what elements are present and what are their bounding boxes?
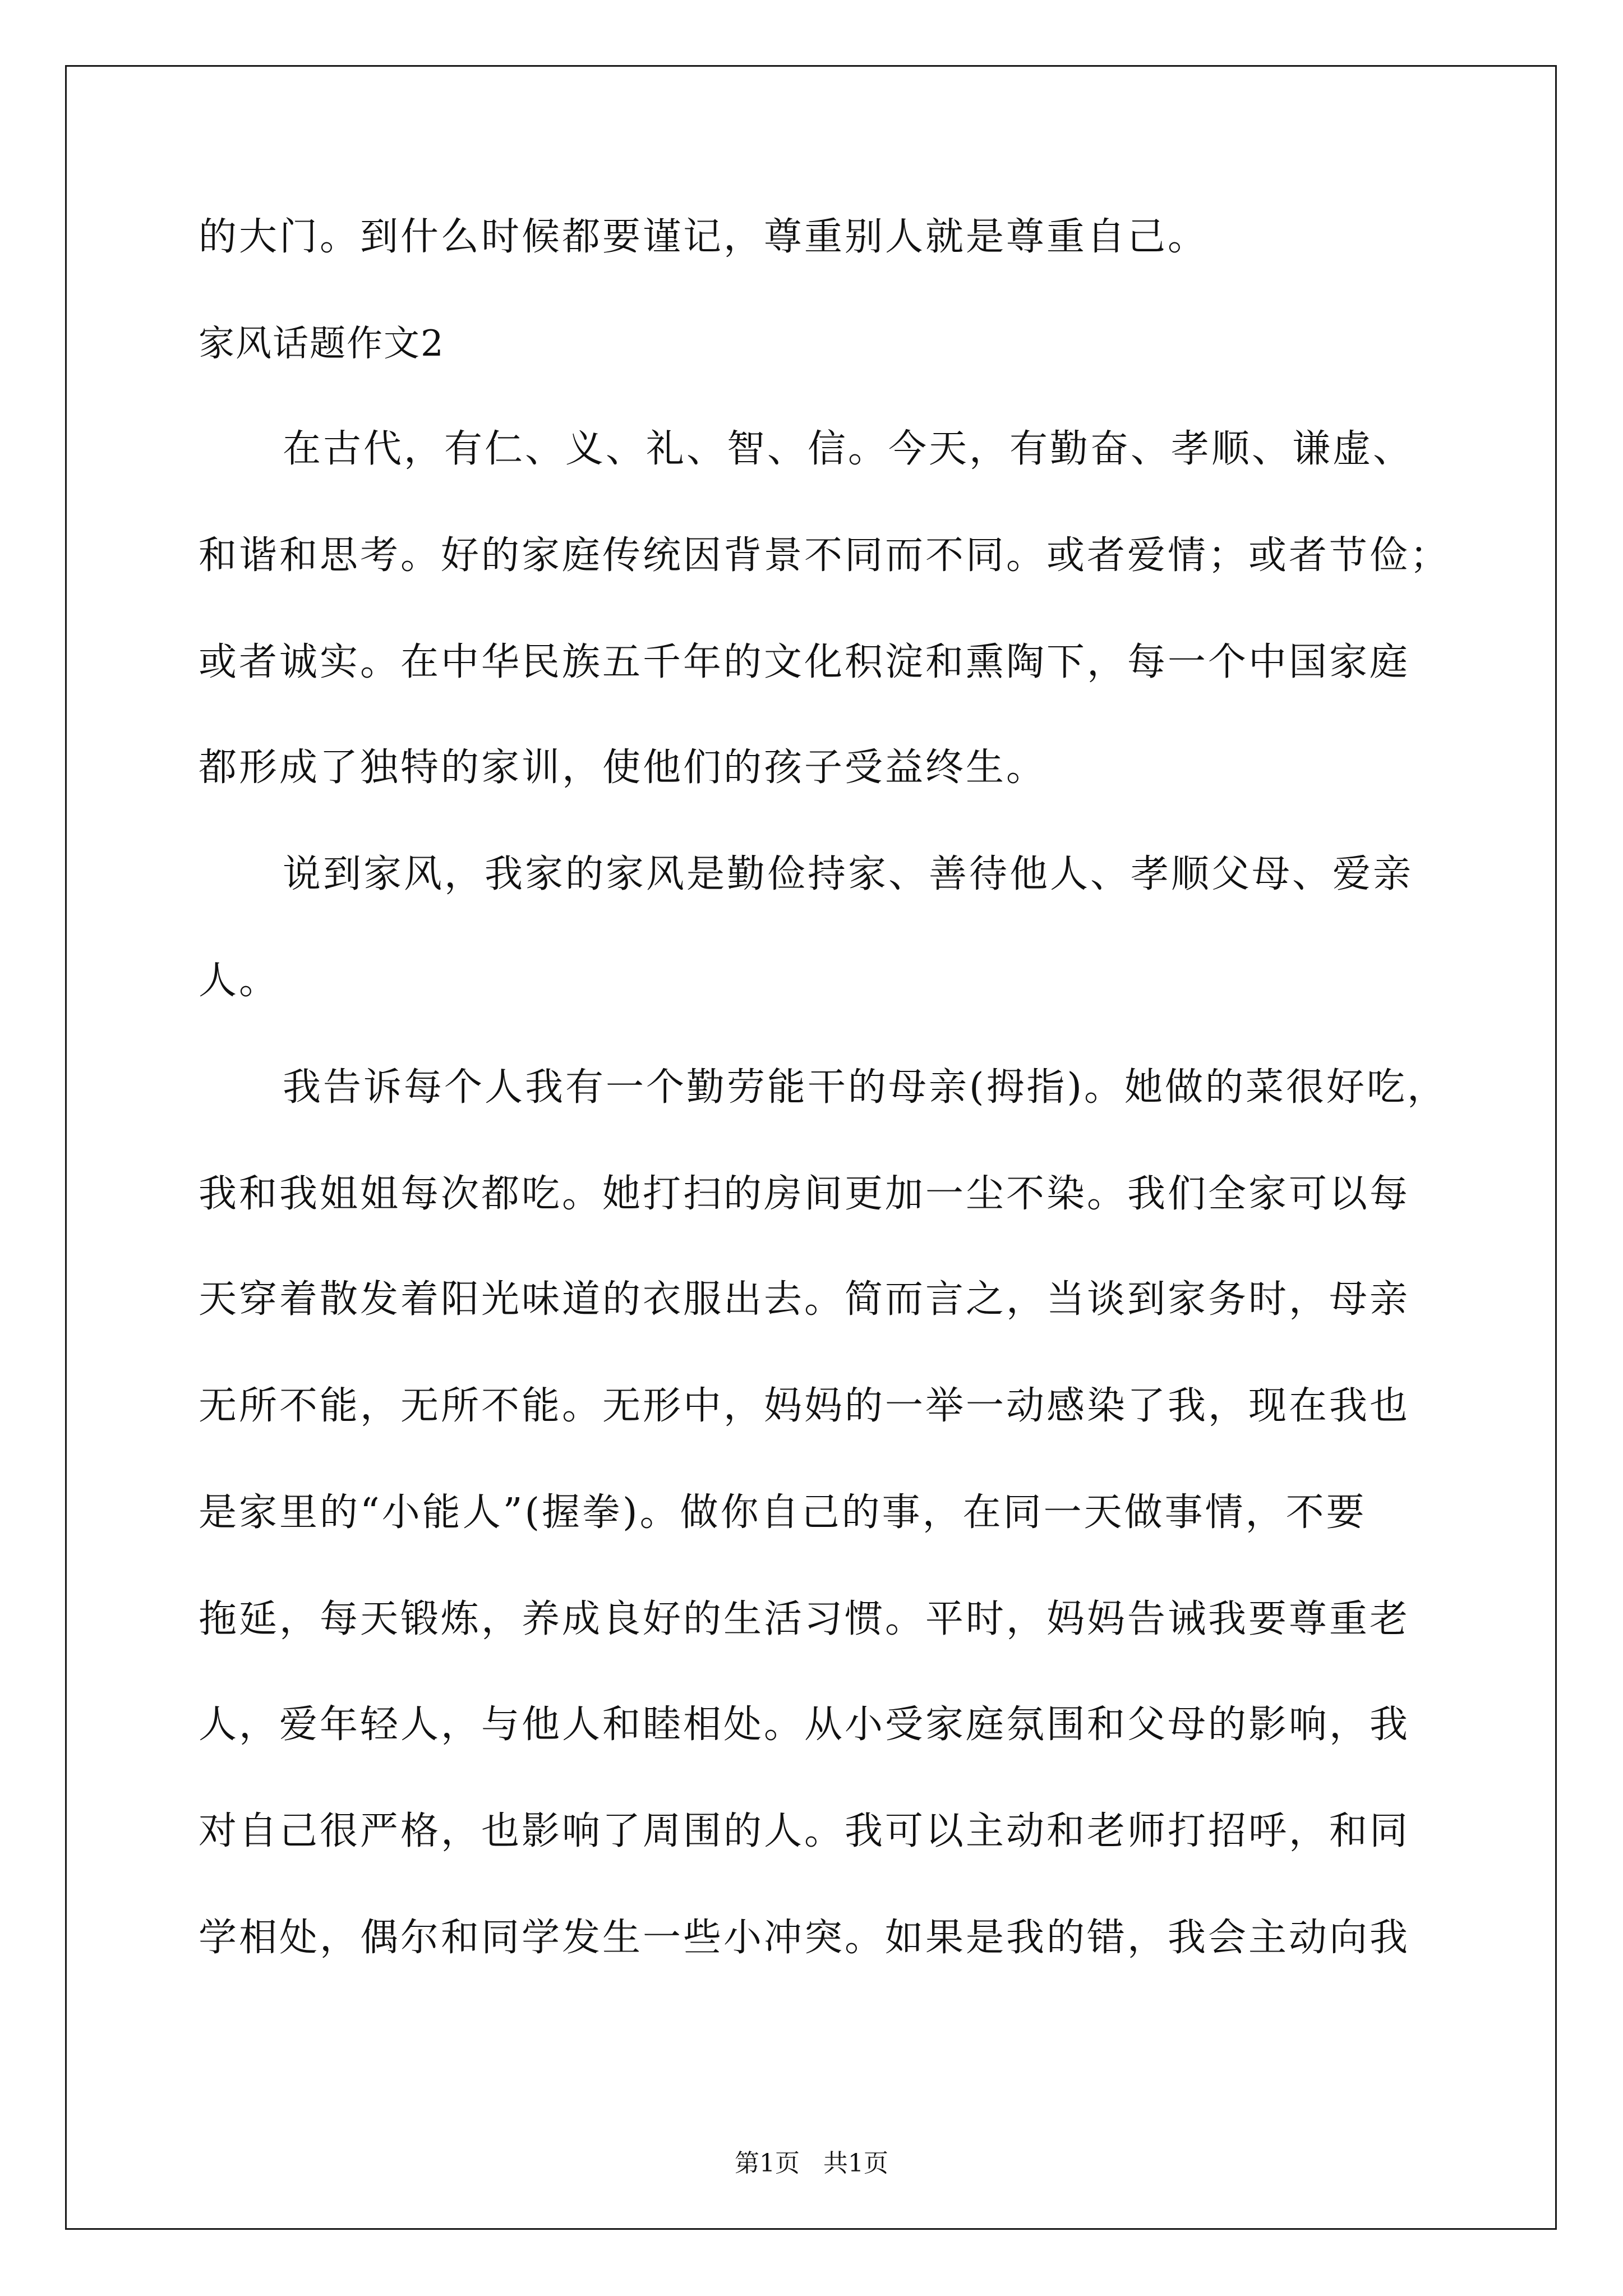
paragraph-line: 人，爱年轻人，与他人和睦相处。从小受家庭氛围和父母的影响，我 (199, 1703, 1410, 1747)
paragraph-line: 无所不能，无所不能。无形中，妈妈的一举一动感染了我，现在我也 (199, 1384, 1410, 1428)
section-heading: 家风话题作文2 (199, 323, 445, 365)
paragraph-line: 在古代，有仁、义、礼、智、信。今天，有勤奋、孝顺、谦虚、 (283, 427, 1414, 471)
paragraph-line: 学相处，偶尔和同学发生一些小冲突。如果是我的错，我会主动向我 (199, 1916, 1410, 1960)
text-line: 的大门。到什么时候都要谨记，尊重别人就是尊重自己。 (199, 215, 1209, 259)
paragraph-line: 或者诚实。在中华民族五千年的文化积淀和熏陶下，每一个中国家庭 (199, 640, 1410, 684)
paragraph-line: 拖延，每天锻炼，养成良好的生活习惯。平时，妈妈告诫我要尊重老 (199, 1597, 1410, 1641)
page-footer: 第1页 共1页 (735, 2149, 888, 2178)
paragraph-line: 人。 (199, 959, 280, 1003)
paragraph-line: 对自己很严格，也影响了周围的人。我可以主动和老师打招呼，和同 (199, 1809, 1410, 1853)
paragraph-line: 天穿着散发着阳光味道的衣服出去。简而言之，当谈到家务时，母亲 (199, 1277, 1410, 1322)
paragraph-line: 说到家风，我家的家风是勤俭持家、善待他人、孝顺父母、爱亲 (283, 852, 1414, 896)
paragraph-line: 我告诉每个人我有一个勤劳能干的母亲(拇指)。她做的菜很好吃， (283, 1065, 1448, 1110)
page-border (65, 65, 1557, 2230)
paragraph-line: 是家里的“小能人”(握拳)。做你自己的事，在同一天做事情，不要 (199, 1490, 1367, 1535)
paragraph-line: 和谐和思考。好的家庭传统因背景不同而不同。或者爱情；或者节俭； (199, 533, 1451, 578)
paragraph-line: 都形成了独特的家训，使他们的孩子受益终生。 (199, 746, 1047, 790)
paragraph-line: 我和我姐姐每次都吃。她打扫的房间更加一尘不染。我们全家可以每 (199, 1172, 1410, 1216)
